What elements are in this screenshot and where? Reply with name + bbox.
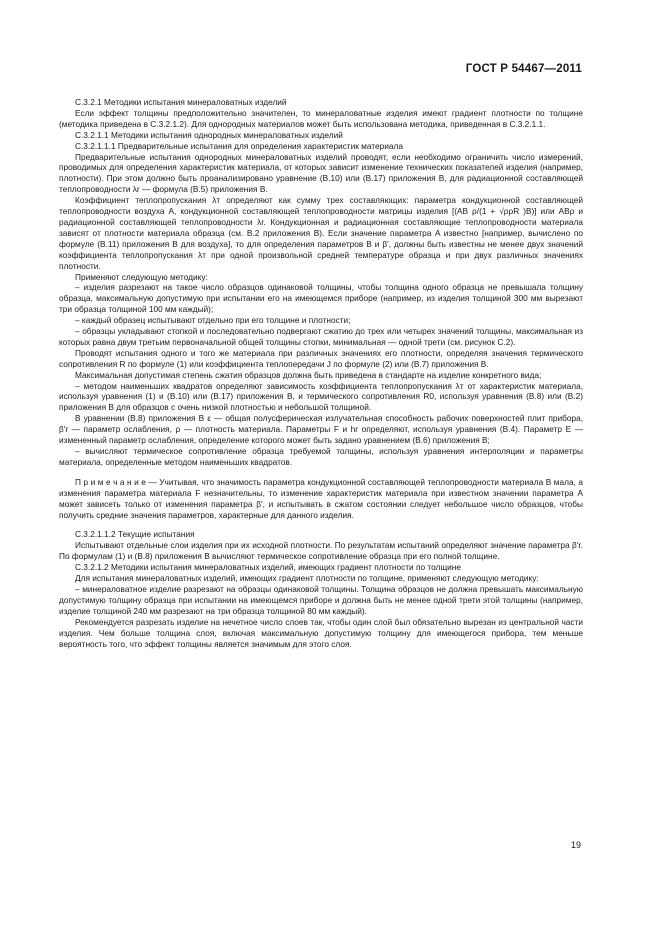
list-item: – минераловатное изделие разрезают на образцы одинаковой толщины. Толщина образцов не должна превышать максимальную допустимую толщину образца при испытании на имеющемся приборе и должна быть не менее одной трети этой толщины (например, изделие толщиной 240 мм разрезают на три образца толщиной 80 мм каждый).: [59, 583, 583, 616]
paragraph: Применяют следующую методику:: [75, 271, 208, 282]
paragraph: Если эффект толщины предположительно значителен, то минераловатные изделия имеют градиент плотности по толщине (методика приведена в С.3.2.1.2). Для однородных материалов может быть использована методика, приведенная в С.3.2.1.1.: [59, 107, 583, 129]
section-heading: С.3.2.1 Методики испытания минераловатных изделий: [75, 97, 287, 107]
page-number: 19: [570, 840, 581, 850]
section-heading: С.3.2.1.2 Методики испытания минераловатных изделий, имеющих градиент плотности по толщине: [75, 562, 462, 573]
paragraph: В уравнении (В.8) приложения В ε — общая полусферическая излучательная способность рабочих поверхностей плит прибора, β'r — параметр ослабления, ρ — плотность материала. Параметры F и hr определяют, используя уравнения (В.4). Параметр E — измененный параметр ослабления, определение которого может быть задано уравнением (В.6) приложения В;: [59, 413, 583, 446]
paragraph: Рекомендуется разрезать изделие на нечетное число слоев так, чтобы один слой был обязательно вырезан из центральной части изделия. Чем больше толщина слоя, включая максимальную допустимую толщину для имеющегося прибора, тем меньше вероятность того, что эффект толщины является значимым для этого слоя.: [59, 616, 583, 649]
paragraph: Предварительные испытания однородных минераловатных изделий проводят, если необходимо ограничить число измерений, проводимых для определения характеристик материала, от которых зависит изменение технических показателей изделия (например, плотности). При этом должно быть проанализировано уравнение (В.10) или (В.17) приложения В, для радиационной составляющей теплопроводности λr — формула (В.5) приложения В.: [59, 151, 583, 195]
section-heading: С.3.2.1.1.2 Текущие испытания: [75, 529, 195, 540]
paragraph: Максимальная допустимая степень сжатия образцов должна быть приведена в стандарте на изделие конкретного вида;: [75, 369, 542, 380]
paragraph: Проводят испытания одного и того же материала при различных значениях его плотности, определяя значения термического сопротивления R по формуле (1) или коэффициента теплопередачи J по формуле (2) или (В.7) приложения В.: [59, 347, 583, 369]
list-item: – образцы укладывают стопкой и последовательно подвергают сжатию до трех или четырех значений толщины, максимальная из которых равна двум третьим первоначальной общей толщины стопки, минимальная — одной трети (см. рисунок С.2).: [59, 326, 583, 347]
standard-header: ГОСТ Р 54467—2011: [465, 63, 582, 75]
document-body: [59, 97, 583, 649]
section-heading: С.3.2.1.1.1 Предварительные испытания для определения характеристик материала: [75, 140, 403, 151]
note-paragraph: П р и м е ч а н и е — Учитывая, что значимость параметра кондукционной составляющей теплопроводности материала B мала, а изменения параметра материала F незначительны, то изменение характеристик материала при известном значении параметра A может зависеть только от изменения параметра β', и испытывать в сжатом состоянии следует небольшое число образцов, чтобы получить средние значения параметров, характерные для данного изделия.: [59, 476, 583, 520]
paragraph: Коэффициент теплопропускания λт определяют как сумму трех составляющих: параметра кондукционной составляющей теплопроводности воздуха A, кондукционной составляющей теплопроводности матрицы изделия [(AB ρ/(1 + √ρρR )B)] или ABρ и радиационной составляющей теплопроводности λr. Кондукционная и радиационная составляющие теплопроводности материала зависят от плотности материала образца (см. В.2 приложения В). Если значение параметра A известно [например, вычислено по формуле (В.11) приложения В для воздуха], то для определения параметров B и β', должны быть известны не менее двух значений коэффициента теплопропускания λт при одной произвольной средней температуре образца и при двух различных значениях плотности.: [59, 195, 583, 271]
paragraph: Для испытания минераловатных изделий, имеющих градиент плотности по толщине, применяют следующую методику:: [75, 573, 539, 584]
list-item: – изделия разрезают на такое число образцов одинаковой толщины, чтобы толщина одного образца не превышала толщину образца, максимальную допустимую при испытании его на имеющемся приборе (например, из изделия толщиной 300 мм вырезают три образца толщиной 100 мм каждый);: [59, 282, 583, 315]
list-item: – вычисляют термическое сопротивление образца требуемой толщины, используя уравнения интерполяции и параметры материала, определенные методом наименьших квадратов.: [59, 446, 583, 467]
section-heading: С.3.2.1.1 Методики испытания однородных минераловатных изделий: [75, 129, 343, 140]
list-item: – каждый образец испытывают отдельно при его толщине и плотности;: [75, 315, 351, 326]
list-item: – методом наименьших квадратов определяют зависимость коэффициента теплопропускания λт от характеристик материала, используя уравнения (1) и (В.10) или (В.17) приложения В, и термического сопротивления R0, используя уравнения (В.8) или (В.2) приложения В для образцов с очень низкой плотностью и небольшой толщиной.: [59, 380, 583, 413]
paragraph: Испытывают отдельные слои изделия при их исходной плотности. По результатам испытаний определяют значение параметра β'r. По формулам (1) и (В.8) приложения В вычисляют термическое сопротивление образца при его полной толщине.: [59, 540, 583, 562]
